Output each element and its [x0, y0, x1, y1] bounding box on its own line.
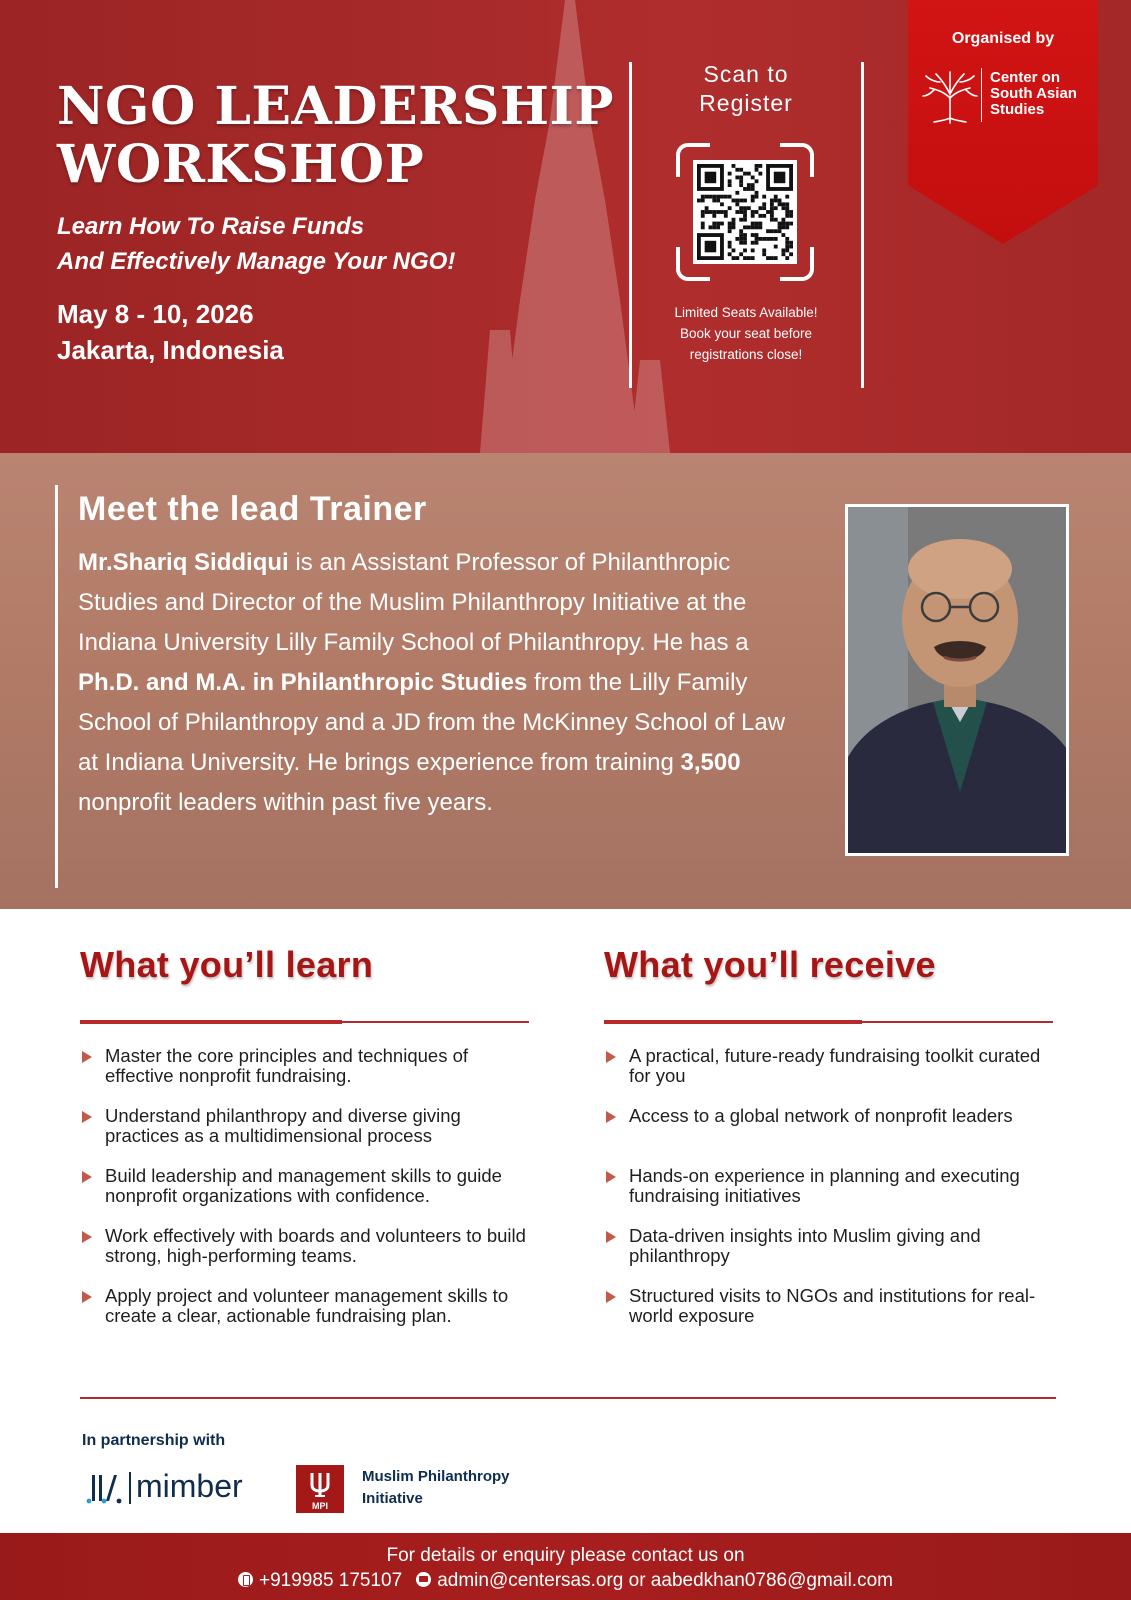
qr-code-frame[interactable]: [676, 143, 814, 281]
contact-details: [0, 1570, 1131, 1592]
arrow-bullet-icon: [606, 1291, 616, 1303]
list-item: Understand philanthropy and diverse giving practices as a multidimensional process: [80, 1106, 530, 1166]
trainer-photo: [845, 504, 1069, 856]
trainer-count: 3,500: [680, 749, 741, 776]
person-portrait-icon: [848, 507, 1069, 856]
trainer-accent-bar: [55, 485, 58, 888]
mimber-logo-icon: [86, 1471, 126, 1505]
mpi-name: Muslim Philanthropy Initiative: [362, 1468, 510, 1507]
trainer-name: Mr.Shariq Siddiqui: [78, 549, 289, 576]
arrow-bullet-icon: [606, 1171, 616, 1183]
event-location: Jakarta, Indonesia: [57, 335, 284, 365]
receive-heading: What you’ll receive: [604, 944, 936, 985]
list-item: Hands-on experience in planning and executing fundraising initiatives: [604, 1166, 1054, 1226]
divider-left: [629, 62, 632, 388]
organised-by-label: Organised by: [951, 30, 1055, 47]
list-item: Structured visits to NGOs and institutions for real-world exposure: [604, 1286, 1054, 1346]
scan-to-register-label: Scan to Register: [699, 61, 793, 116]
list-item: Access to a global network of nonprofit leaders: [604, 1106, 1054, 1166]
receive-underline-accent: [604, 1020, 862, 1024]
trainer-bio: Mr.Shariq Siddiqui is an Assistant Professor of Philanthropic Studies and Director of the Muslim Philanthropy Initiative at the Indiana University Lilly Family School of Philanthropy. He has a Ph.D. and M.A. in Philanthropic Studies from the Lilly Family School of Philanthropy and a JD from the McKinney School of Law at Indiana University. He brings experience from training 3,500 nonprofit leaders within past five years.: [78, 549, 786, 816]
mimber-separator: [129, 1472, 131, 1504]
contact-prompt: For details or enquiry please contact us on: [386, 1545, 745, 1566]
list-item: Master the core principles and techniques of effective nonprofit fundraising.: [80, 1046, 530, 1106]
tree-logo-icon: [920, 66, 980, 124]
partner-divider: [80, 1397, 1056, 1399]
mpi-abbr: MPI: [311, 1501, 329, 1511]
phone-number[interactable]: +919985 175107: [259, 1570, 403, 1591]
arrow-bullet-icon: [82, 1231, 92, 1243]
phone-icon: [238, 1572, 253, 1587]
contact-footer: [0, 1533, 1131, 1600]
learn-heading: What you’ll learn: [80, 944, 374, 985]
arrow-bullet-icon: [606, 1111, 616, 1123]
mail-icon: [416, 1572, 431, 1587]
list-item: Work effectively with boards and volunteers to build strong, high-performing teams.: [80, 1226, 530, 1286]
event-date-location: [57, 296, 284, 368]
trainer-section: [0, 453, 1131, 909]
email-address[interactable]: admin@centersas.org or aabedkhan0786@gmail.com: [437, 1570, 893, 1591]
list-item: Apply project and volunteer management skills to create a clear, actionable fundraising plan.: [80, 1286, 530, 1346]
learn-underline-accent: [80, 1020, 342, 1024]
divider-right: [861, 62, 864, 388]
mimber-name: mimber: [136, 1468, 243, 1504]
event-tagline: Learn How To Raise Funds And Effectively Manage Your NGO!: [57, 213, 456, 275]
organiser-separator: [981, 68, 982, 122]
learn-list: [80, 1046, 530, 1346]
arrow-bullet-icon: [82, 1171, 92, 1183]
limited-seats-notice: Limited Seats Available! Book your seat before registrations close!: [674, 305, 818, 362]
list-item: Data-driven insights into Muslim giving and philanthropy: [604, 1226, 1054, 1286]
event-title: NGO LEADERSHIP WORKSHOP: [57, 76, 614, 195]
trident-icon: [296, 1465, 344, 1513]
list-item: A practical, future-ready fundraising toolkit curated for you: [604, 1046, 1054, 1106]
receive-list: [604, 1046, 1054, 1346]
arrow-bullet-icon: [606, 1231, 616, 1243]
arrow-bullet-icon: [606, 1051, 616, 1063]
partnership-label: In partnership with: [82, 1432, 226, 1449]
event-date: May 8 - 10, 2026: [57, 299, 254, 329]
qr-code-icon[interactable]: [693, 160, 797, 264]
trainer-heading: Meet the lead Trainer: [78, 490, 427, 528]
arrow-bullet-icon: [82, 1051, 92, 1063]
hero-banner: [0, 0, 1131, 453]
arrow-bullet-icon: [82, 1291, 92, 1303]
organiser-name: Center on South Asian Studies: [990, 69, 1077, 118]
trainer-degree: Ph.D. and M.A. in Philanthropic Studies: [78, 669, 528, 696]
list-item: Build leadership and management skills to guide nonprofit organizations with confidence.: [80, 1166, 530, 1226]
mpi-logo: [296, 1465, 344, 1513]
arrow-bullet-icon: [82, 1111, 92, 1123]
